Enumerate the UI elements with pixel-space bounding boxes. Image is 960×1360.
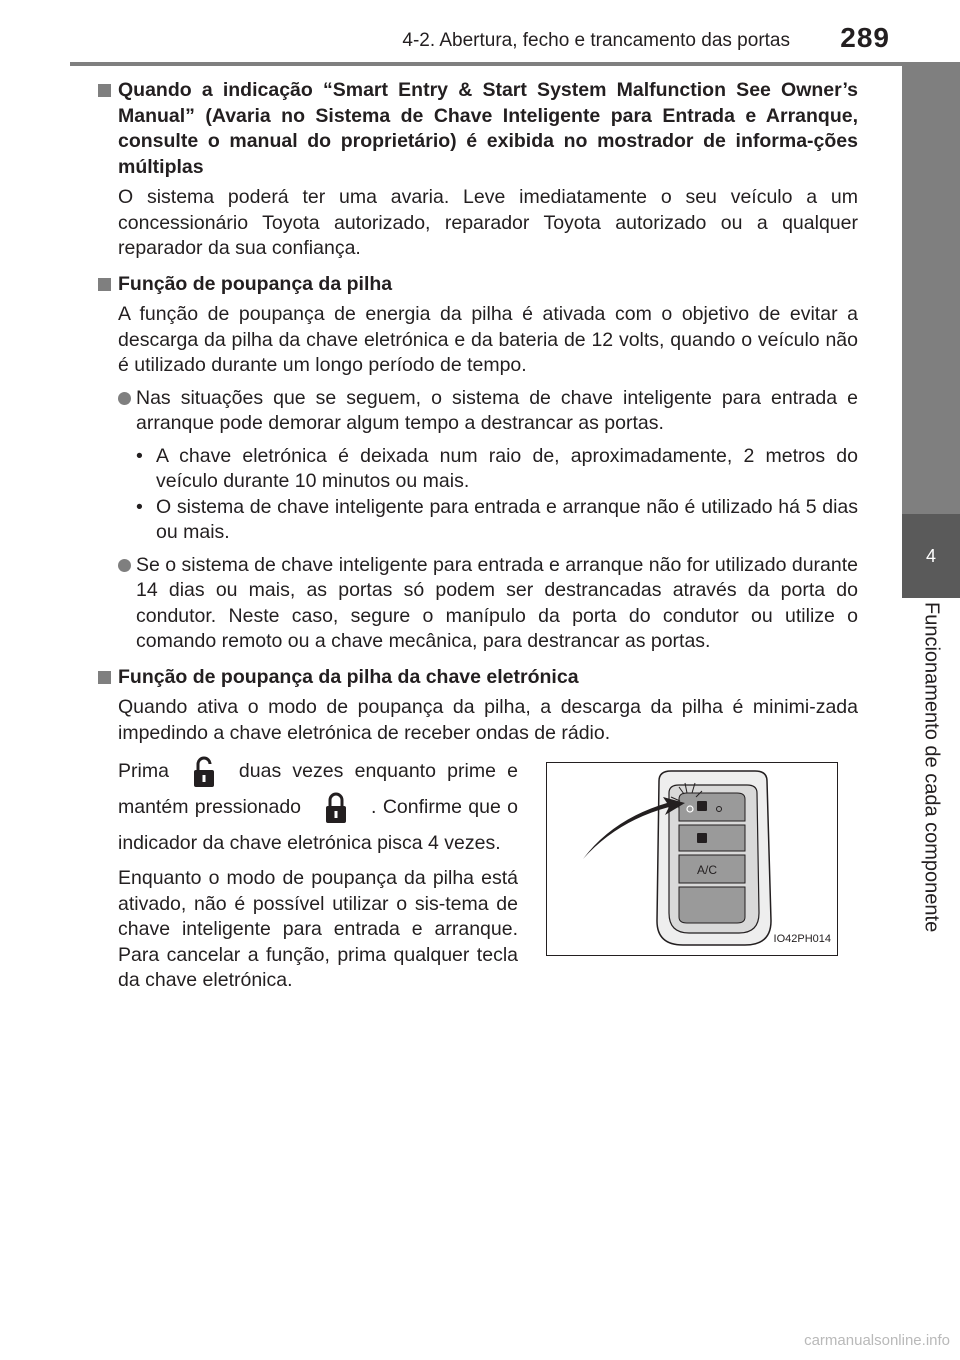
section-heading-key-battery-saving: Função de poupança da pilha da chave eletrónica [98,665,858,691]
side-bar [902,66,960,514]
lock-icon [323,790,349,826]
square-bullet-icon [98,278,111,291]
ac-button-label: A/C [697,863,718,877]
section-heading-malfunction: Quando a indicação “Smart Entry & Start System Malfunction See Owner’s Manual” (Avaria no Sistema de Chave Inteligente para Entrada e Arranque, consulte o manual do proprietário) é exibida no mostrador de informa-ções múltiplas [98,78,858,180]
square-bullet-icon [98,84,111,97]
key-lower-panel [679,887,745,923]
key-figure [546,762,838,956]
lock-button [679,793,745,821]
button-lock-icon [697,801,707,811]
watermark: carmanualsonline.info [804,1332,950,1349]
chapter-title: Funcionamento de cada componente [920,602,943,933]
section-title: 4-2. Abertura, fecho e trancamento das portas [402,30,790,51]
procedure-note: Enquanto o modo de poupança da pilha está ativado, não é possível utilizar o sis-tema de chave inteligente para entrada e arranque. Para cancelar a função, prima qualquer tecla da chave eletrónica. [118,867,518,991]
dot-bullet-icon: • [136,495,143,518]
paragraph-key-battery-saving: Quando ativa o modo de poupança da pilha, a descarga da pilha é minimi-zada impedindo a chave eletrónica de receber ondas de rádio. [118,696,858,744]
unlock-icon [191,754,217,790]
square-bullet-icon [98,671,111,684]
header-rule [70,62,960,66]
page-content [98,78,858,1000]
round-bullet-icon [118,392,131,405]
chapter-number: 4 [925,545,936,566]
button-unlock-icon [697,833,707,843]
figure-code: IO42PH014 [773,932,831,945]
unlock-button [679,825,745,851]
sub-list-item: • A chave eletrónica é deixada num raio de, aproximadamente, 2 metros do veículo durante 10 minutos ou mais. [136,444,858,492]
chapter-tab[interactable] [902,514,960,598]
dot-bullet-icon: • [136,444,143,467]
paragraph-battery-saving: A função de poupança de energia da pilha é ativada com o objetivo de evitar a descarga da pilha da chave eletrónica e da bateria de 12 volts, quando o veículo não é utilizado durante um longo período de tempo. [118,303,858,376]
round-bullet-icon [118,559,131,572]
bullet-item: Se o sistema de chave inteligente para entrada e arranque não for utilizado durante 14 dias ou mais, as portas só podem ser destrancadas através da porta do condutor. Neste caso, segure o manípulo da porta do condutor ou utilize o comando remoto ou a chave mecânica, para destrancar as portas. [98,553,858,655]
page-number: 289 [840,22,890,53]
procedure-text [98,754,518,1000]
procedure-step: Prima duas vezes enquanto prime e mantém pressionado . Confirme que o indicador da chave eletrónica pisca 4 vezes. [118,754,518,860]
procedure-block [98,754,858,1000]
section-heading-battery-saving: Função de poupança da pilha [98,272,858,298]
chapter-label [902,598,960,958]
sub-list-item: • O sistema de chave inteligente para entrada e arranque não é utilizado há 5 dias ou mais. [136,495,858,543]
paragraph-malfunction: O sistema poderá ter uma avaria. Leve imediatamente o seu veículo a um concessionário Toyota autorizado, reparador Toyota autorizado ou a qualquer reparador da sua confiança. [118,186,858,259]
bullet-item: Nas situações que se seguem, o sistema de chave inteligente para entrada e arranque pode demorar algum tempo a destrancar as portas. [98,386,858,437]
